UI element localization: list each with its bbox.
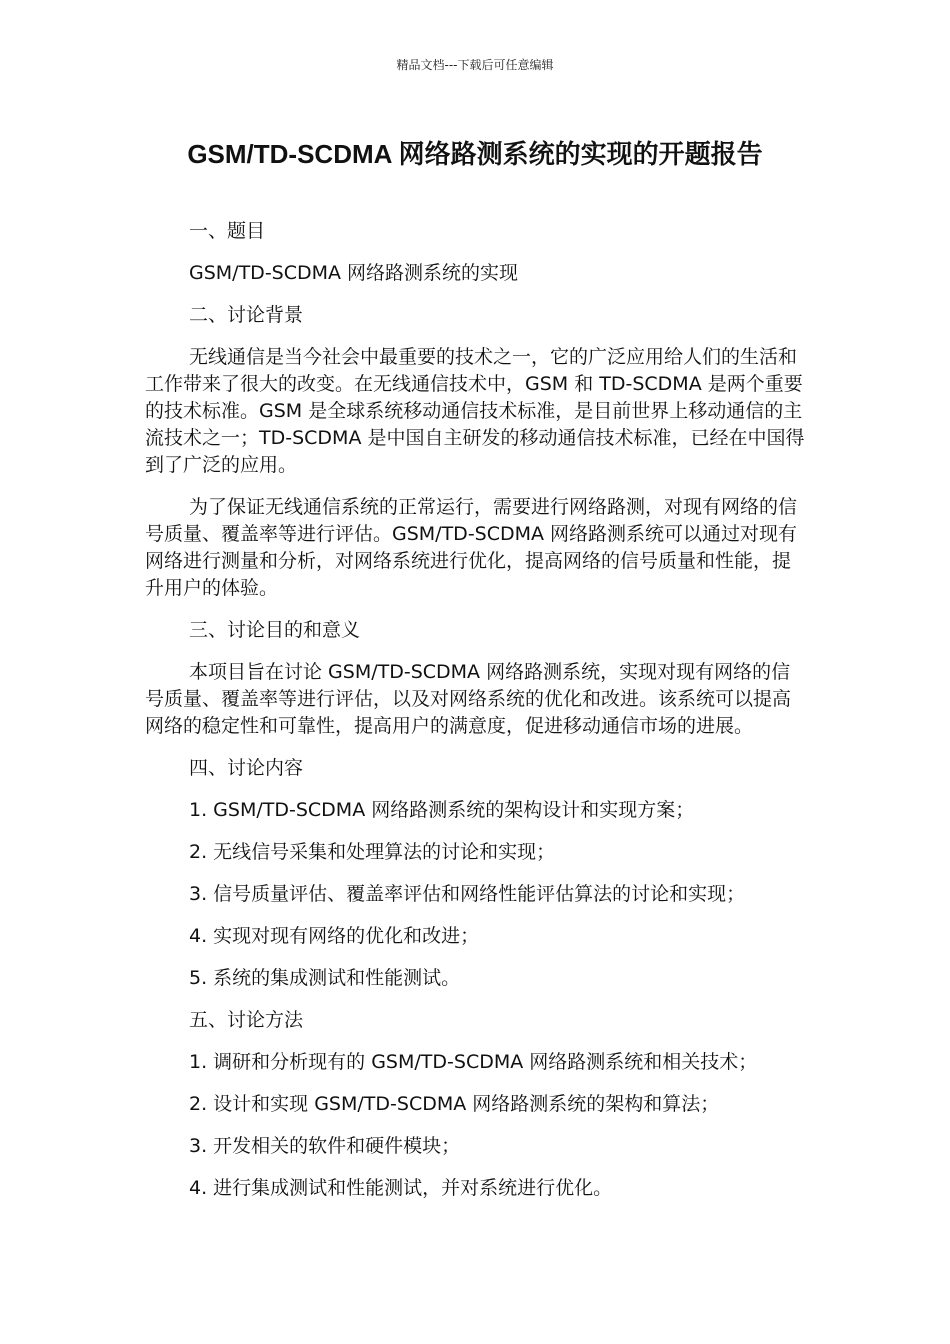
header-note: 精品文档---下载后可任意编辑 [396,58,554,72]
section-heading-content: 四、讨论内容 [189,757,304,779]
method-list-item: 1. 调研和分析现有的 GSM/TD-SCDMA 网络路测系统和相关技术； [189,1051,758,1073]
document-body [145,218,805,1217]
content-list-item: 3. 信号质量评估、覆盖率评估和网络性能评估算法的讨论和实现； [189,883,746,905]
background-paragraph-2: 为了保证无线通信系统的正常运行，需要进行网络路测，对现有网络的信号质量、覆盖率等进行评估。GSM/TD-SCDMA 网络路测系统可以通过对现有网络进行测量和分析，对网络系统进行优化，提高网络的信号质量和性能，提升用户的体验。 [145,496,798,599]
section-heading-topic: 一、题目 [189,220,266,242]
document-title: GSM/TD-SCDMA 网络路测系统的实现的开题报告 [187,139,763,169]
purpose-paragraph: 本项目旨在讨论 GSM/TD-SCDMA 网络路测系统，实现对现有网络的信号质量、覆盖率等进行评估，以及对网络系统的优化和改进。该系统可以提高网络的稳定性和可靠性，提高用户的满意度，促进移动通信市场的进展。 [145,661,792,737]
content-list-item: 5. 系统的集成测试和性能测试。 [189,967,461,989]
background-paragraph-1: 无线通信是当今社会中最重要的技术之一，它的广泛应用给人们的生活和工作带来了很大的改变。在无线通信技术中，GSM 和 TD-SCDMA 是两个重要的技术标准。GSM 是全球系统移动通信技术标准，是目前世界上移动通信的主流技术之一；TD-SCDMA 是中国自主研发的移动通信技术标准，已经在中国得到了广泛的应用。 [145,346,805,476]
topic-text: GSM/TD-SCDMA 网络路测系统的实现 [189,262,519,284]
method-list-item: 3. 开发相关的软件和硬件模块； [189,1135,461,1157]
method-list-item: 2. 设计和实现 GSM/TD-SCDMA 网络路测系统的架构和算法； [189,1093,720,1115]
section-heading-method: 五、讨论方法 [189,1009,304,1031]
section-heading-purpose: 三、讨论目的和意义 [189,619,361,641]
content-list-item: 1. GSM/TD-SCDMA 网络路测系统的架构设计和实现方案； [189,799,695,821]
section-heading-background: 二、讨论背景 [189,304,304,326]
content-list-item: 4. 实现对现有网络的优化和改进； [189,925,480,947]
method-list-item: 4. 进行集成测试和性能测试，并对系统进行优化。 [189,1177,613,1199]
content-list-item: 2. 无线信号采集和处理算法的讨论和实现； [189,841,556,863]
